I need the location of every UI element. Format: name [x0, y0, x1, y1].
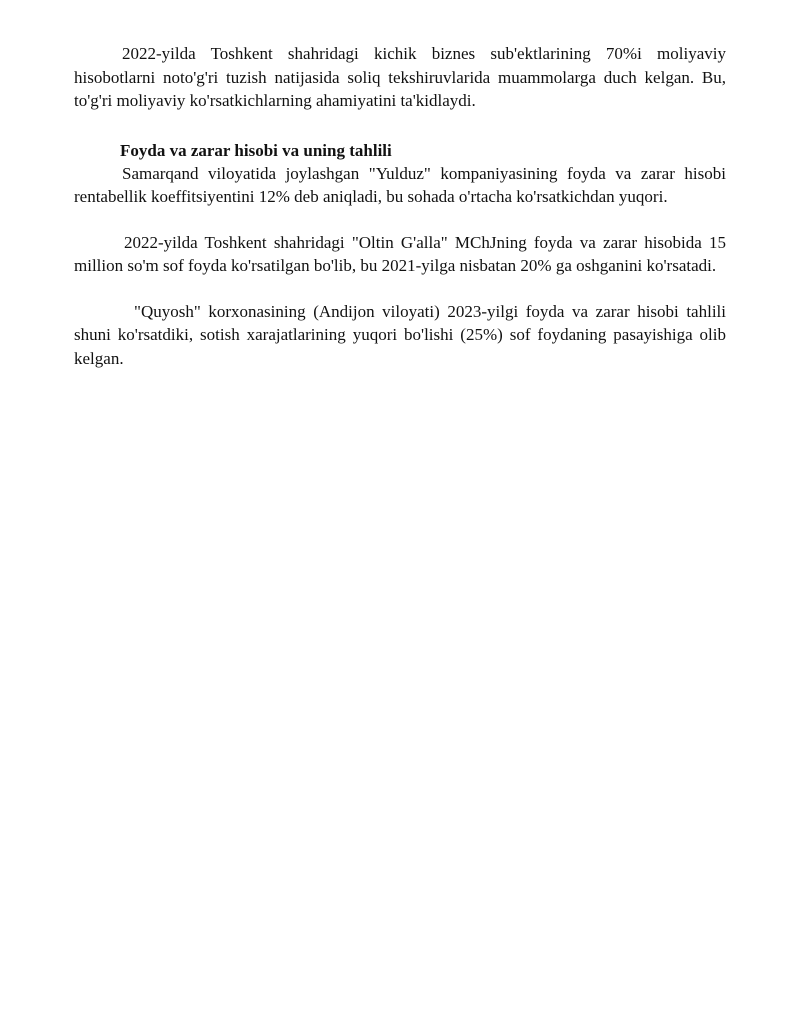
paragraph-yulduz: Samarqand viloyatida joylashgan "Yulduz" kompaniyasining foyda va zarar hisobi rentabellik koeffitsiyentini 12% deb aniqladi, bu sohada o'rtacha ko'rsatkichdan yuqori. [74, 163, 726, 206]
paragraph-quyosh: "Quyosh" korxonasining (Andijon viloyati) 2023-yilgi foyda va zarar hisobi tahlili shuni ko'rsatdiki, sotish xarajatlarining yuqori bo'lishi (25%) sof foydaning pasayishiga olib kelgan. [74, 301, 726, 368]
paragraph-tax-audit: 2022-yilda Toshkent shahridagi kichik biznes sub'ektlarining 70%i moliyaviy hisobotlarni noto'g'ri tuzish natijasida soliq tekshiruvlarida muammolarga duch kelgan. Bu, to'g'ri moliyaviy ko'rsatkichlarning ahamiyatini ta'kidlaydi. [74, 44, 726, 110]
section-heading: Foyda va zarar hisobi va uning tahlili [120, 140, 392, 160]
paragraph-oltin-galla: 2022-yilda Toshkent shahridagi "Oltin G'alla" MChJning foyda va zarar hisobida 15 million so'm sof foyda ko'rsatilgan bo'lib, bu 2021-yilga nisbatan 20% ga oshganini ko'rsatadi. [74, 232, 726, 275]
document-page [74, 42, 726, 370]
